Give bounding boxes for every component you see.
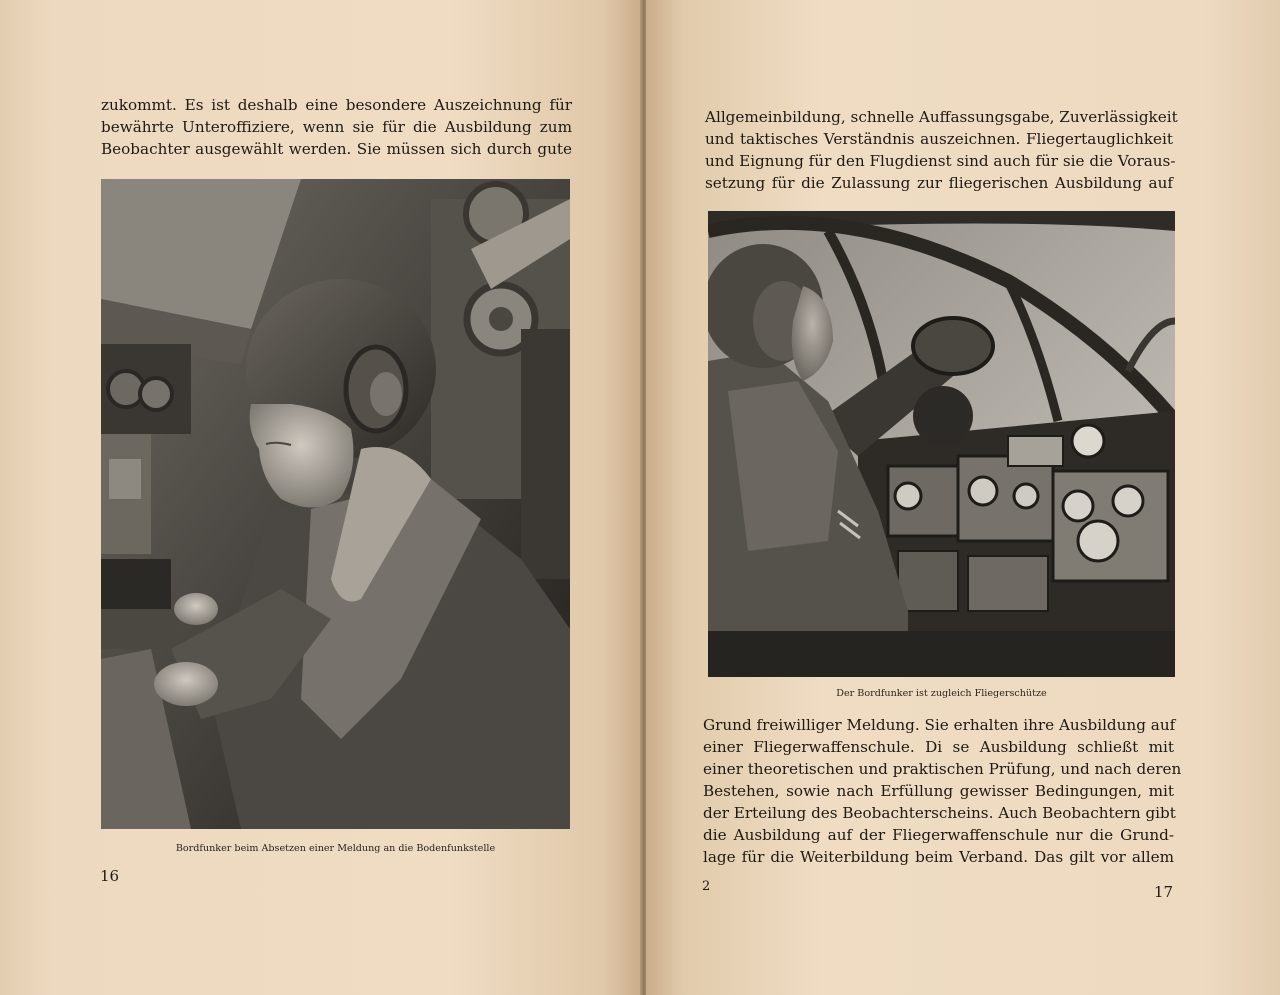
text-line: bewährte Unteroffiziere, wenn sie für die Ausbildung zum <box>101 118 572 136</box>
signature-mark: 2 <box>702 879 711 894</box>
right-page-number: 17 <box>1154 883 1174 901</box>
text-line: die Ausbildung auf der Fliegerwaffenschule nur die Grund- <box>703 826 1174 844</box>
left-page-number: 16 <box>100 867 120 885</box>
text-line: Bestehen, sowie nach Erfüllung gewisser Bedingungen, mit <box>703 782 1174 800</box>
radio-operator-photo-image <box>101 179 570 829</box>
left-top-paragraph <box>101 94 572 160</box>
right-top-paragraph <box>705 106 1178 194</box>
text-line: setzung für die Zulassung zur fliegerischen Ausbildung auf <box>705 174 1173 192</box>
text-line: Grund freiwilliger Meldung. Sie erhalten ihre Ausbildung auf <box>703 716 1176 734</box>
right-bottom-paragraph <box>703 714 1182 868</box>
text-line: Allgemeinbildung, schnelle Auffassungsgabe, Zuverlässigkeit <box>705 108 1178 126</box>
text-line: und taktisches Verständnis auszeichnen. Fliegertauglichkeit <box>705 130 1173 148</box>
text-line: Beobachter ausgewählt werden. Sie müssen sich durch gute <box>101 140 572 158</box>
gunner-cockpit-photo <box>708 211 1175 677</box>
text-line: und Eignung für den Flugdienst sind auch für sie die Voraus- <box>705 152 1176 170</box>
left-photo-caption: Bordfunker beim Absetzen einer Meldung an die Bodenfunkstelle <box>175 843 496 854</box>
radio-operator-photo <box>101 179 570 829</box>
text-line: einer Fliegerwaffenschule. Di se Ausbildung schließt mit <box>703 738 1174 756</box>
right-photo-caption: Der Bordfunker ist zugleich Fliegerschütze <box>836 688 1047 699</box>
text-line: zukommt. Es ist deshalb eine besondere Auszeichnung für <box>101 96 572 114</box>
text-line: lage für die Weiterbildung beim Verband. Das gilt vor allem <box>703 848 1174 866</box>
gunner-cockpit-photo-image <box>708 211 1175 677</box>
text-line: der Erteilung des Beobachterscheins. Auch Beobachtern gibt <box>703 804 1176 822</box>
text-line: einer theoretischen und praktischen Prüfung, und nach deren <box>703 760 1182 778</box>
right-page <box>646 0 1280 995</box>
